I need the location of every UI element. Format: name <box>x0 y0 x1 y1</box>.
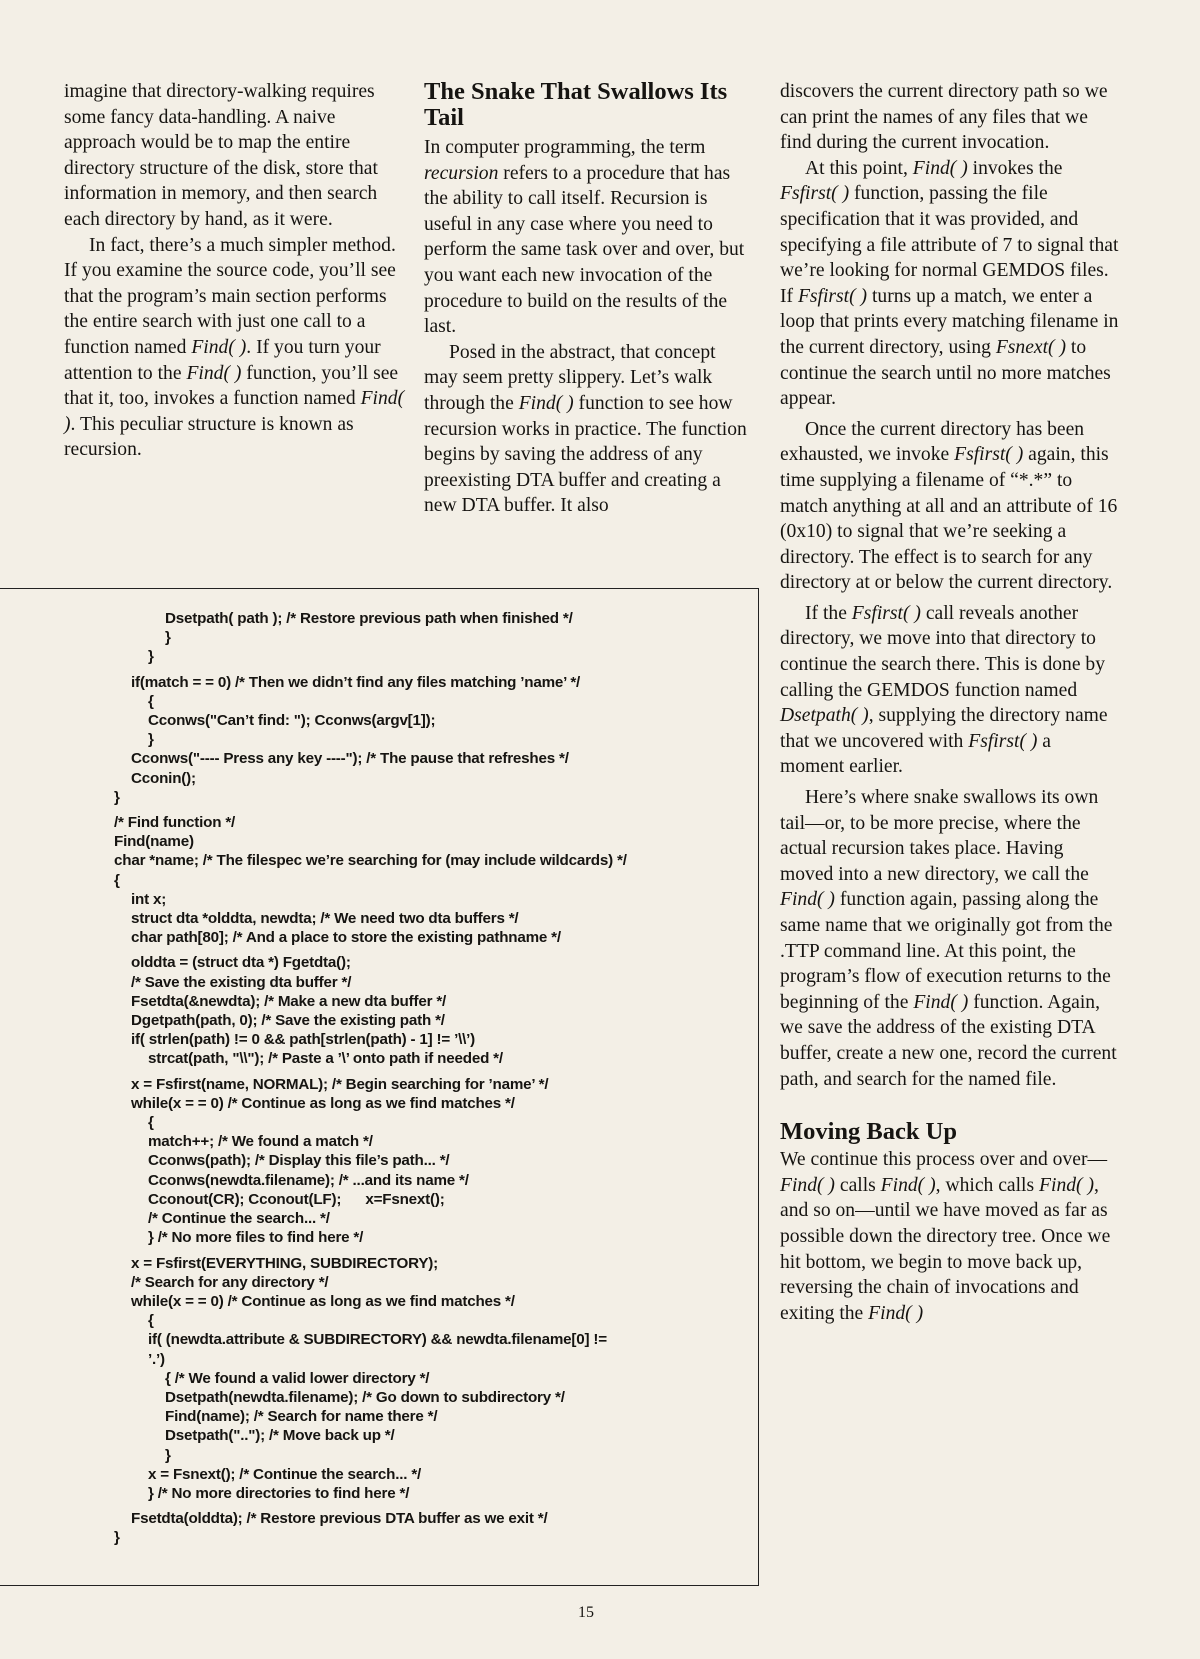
code-line: if(match = = 0) /* Then we didn’t find any files matching ’name’ */ <box>131 673 581 691</box>
code-line: Fsetdta(olddta); /* Restore previous DTA buffer as we exit */ <box>131 1510 548 1528</box>
code-line: { <box>148 692 154 710</box>
code-line: Cconout(CR); Cconout(LF); x=Fsnext(); <box>148 1190 445 1208</box>
code-line: x = Fsfirst(name, NORMAL); /* Begin searching for ’name’ */ <box>131 1075 549 1093</box>
code-line: } <box>165 629 171 647</box>
code-line: } <box>165 1446 171 1464</box>
code-line: if( (newdta.attribute & SUBDIRECTORY) && newdta.filename[0] != <box>148 1331 607 1349</box>
page-number: 15 <box>578 1604 594 1621</box>
code-line: Dsetpath(".."); /* Move back up */ <box>165 1427 395 1445</box>
col3-paragraph-1: discovers the current directory path so we can print the names of any files that we find during the current invocation. <box>780 81 1108 154</box>
code-line: /* Find function */ <box>114 814 236 832</box>
code-line: Cconws(path); /* Display this file’s path... */ <box>148 1152 450 1170</box>
code-line: strcat(path, "\\"); /* Paste a ’\’ onto path if needed */ <box>148 1050 503 1068</box>
code-line: Dgetpath(path, 0); /* Save the existing path */ <box>131 1012 445 1030</box>
section-heading-snake: The Snake That Swallows Its Tail <box>424 78 728 131</box>
code-line: char *name; /* The filespec we’re searching for (may include wildcards) */ <box>114 852 627 870</box>
code-line: } /* No more files to find here */ <box>148 1229 364 1247</box>
code-line: { <box>148 1312 154 1330</box>
code-line: Fsetdta(&newdta); /* Make a new dta buffer */ <box>131 992 447 1010</box>
col3-paragraph-6: We continue this process over and over—Find( ) calls Find( ), which calls Find( ), and so on—until we have moved as far as possible down the directory tree. Once we hit bottom, we begin to move back up, reversing the chain of invocations and exiting the Find( ) <box>780 1149 1111 1324</box>
code-line: while(x = = 0) /* Continue as long as we find matches */ <box>131 1292 515 1310</box>
code-line: } /* No more directories to find here */ <box>148 1484 410 1502</box>
col2-paragraph-1: In computer programming, the term recursion refers to a procedure that has the ability to call itself. Recursion is useful in any case where you need to perform the same task over and over, but you want each new invocation of the procedure to build on the results of the last. <box>424 137 745 338</box>
col1-paragraph-2: In fact, there’s a much simpler method. If you examine the source code, you’ll see that the program’s main section performs the entire search with just one call to a function named Find( ). If you turn your attention to the Find( ) function, you’ll see that it, too, invokes a function named Find( ). This peculiar structure is known as recursion. <box>64 234 405 461</box>
code-line: Dsetpath( path ); /* Restore previous path when finished */ <box>165 610 573 627</box>
code-line: struct dta *olddta, newdta; /* We need two dta buffers */ <box>131 910 519 928</box>
code-line: /* Continue the search... */ <box>148 1210 330 1228</box>
code-line: Find(name) <box>114 833 194 851</box>
code-line: Cconin(); <box>131 769 196 787</box>
code-line: char path[80]; /* And a place to store the existing pathname */ <box>131 929 561 947</box>
code-line: } <box>114 1529 120 1547</box>
section-heading-moving-back-up: Moving Back Up <box>780 1118 957 1146</box>
column-2 <box>424 79 752 519</box>
code-line: if( strlen(path) != 0 && path[strlen(path) - 1] != ’\\’) <box>131 1031 476 1049</box>
code-listing <box>114 609 754 1548</box>
code-line: match++; /* We found a match */ <box>148 1133 373 1151</box>
code-line: Dsetpath(newdta.filename); /* Go down to subdirectory */ <box>165 1388 565 1406</box>
code-line: /* Search for any directory */ <box>131 1273 329 1291</box>
code-line: Cconws("Can’t find: "); Cconws(argv[1]); <box>148 712 436 730</box>
code-line: Cconws("---- Press any key ----"); /* The pause that refreshes */ <box>131 750 569 768</box>
code-line: Find(name); /* Search for name there */ <box>165 1408 438 1426</box>
column-1 <box>64 79 406 463</box>
column-3 <box>780 79 1120 1326</box>
col1-paragraph-1: imagine that directory-walking requires some fancy data-handling. A naive approach would be to map the entire directory structure of the disk, store that information in memory, and then search each directory by hand, as it were. <box>64 81 378 230</box>
col3-paragraph-2: At this point, Find( ) invokes the Fsfirst( ) function, passing the file specification that it was provided, and specifying a file attribute of 7 to signal that we’re looking for normal GEMDOS files. If Fsfirst( ) turns up a match, we enter a loop that prints every matching filename in the current directory, using Fsnext( ) to continue the search until no more matches appear. <box>780 157 1119 410</box>
code-line: olddta = (struct dta *) Fgetdta(); <box>131 954 351 972</box>
code-line: { <box>114 871 120 889</box>
code-line: ’.’) <box>148 1350 165 1368</box>
code-line: int x; <box>131 890 167 908</box>
col3-paragraph-4: If the Fsfirst( ) call reveals another directory, we move into that directory to continue the search there. This is done by calling the GEMDOS function named Dsetpath( ), supplying the directory name that we uncovered with Fsfirst( ) a moment earlier. <box>780 602 1108 778</box>
col2-paragraph-2: Posed in the abstract, that concept may seem pretty slippery. Let’s walk through the Find( ) function to see how recursion works in practice. The function begins by saving the address of any preexisting DTA buffer and creating a new DTA buffer. It also <box>424 341 747 517</box>
code-line: while(x = = 0) /* Continue as long as we find matches */ <box>131 1094 515 1112</box>
code-line: } <box>148 648 154 666</box>
code-line: Cconws(newdta.filename); /* ...and its name */ <box>148 1171 469 1189</box>
col3-paragraph-5: Here’s where snake swallows its own tail—or, to be more precise, where the actual recursion takes place. Having moved into a new directory, we call the Find( ) function again, passing along the same name that we originally got from the .TTP command line. At this point, the program’s flow of execution returns to the beginning of the Find( ) function. Again, we save the address of the existing DTA buffer, create a new one, record the current path, and search for the named file. <box>780 787 1117 1090</box>
code-line: x = Fsnext(); /* Continue the search... */ <box>148 1465 422 1483</box>
col3-paragraph-3: Once the current directory has been exhausted, we invoke Fsfirst( ) again, this time supplying a filename of “*.*” to match anything at all and an attribute of 16 (0x10) to signal that we’re seeking a directory. The effect is to search for any directory at or below the current directory. <box>780 418 1118 594</box>
code-line: { /* We found a valid lower directory */ <box>165 1369 430 1387</box>
code-line: { <box>148 1114 154 1132</box>
code-line: /* Save the existing dta buffer */ <box>131 973 352 991</box>
code-line: } <box>148 731 154 749</box>
code-line: } <box>114 788 120 806</box>
code-line: x = Fsfirst(EVERYTHING, SUBDIRECTORY); <box>131 1254 439 1272</box>
